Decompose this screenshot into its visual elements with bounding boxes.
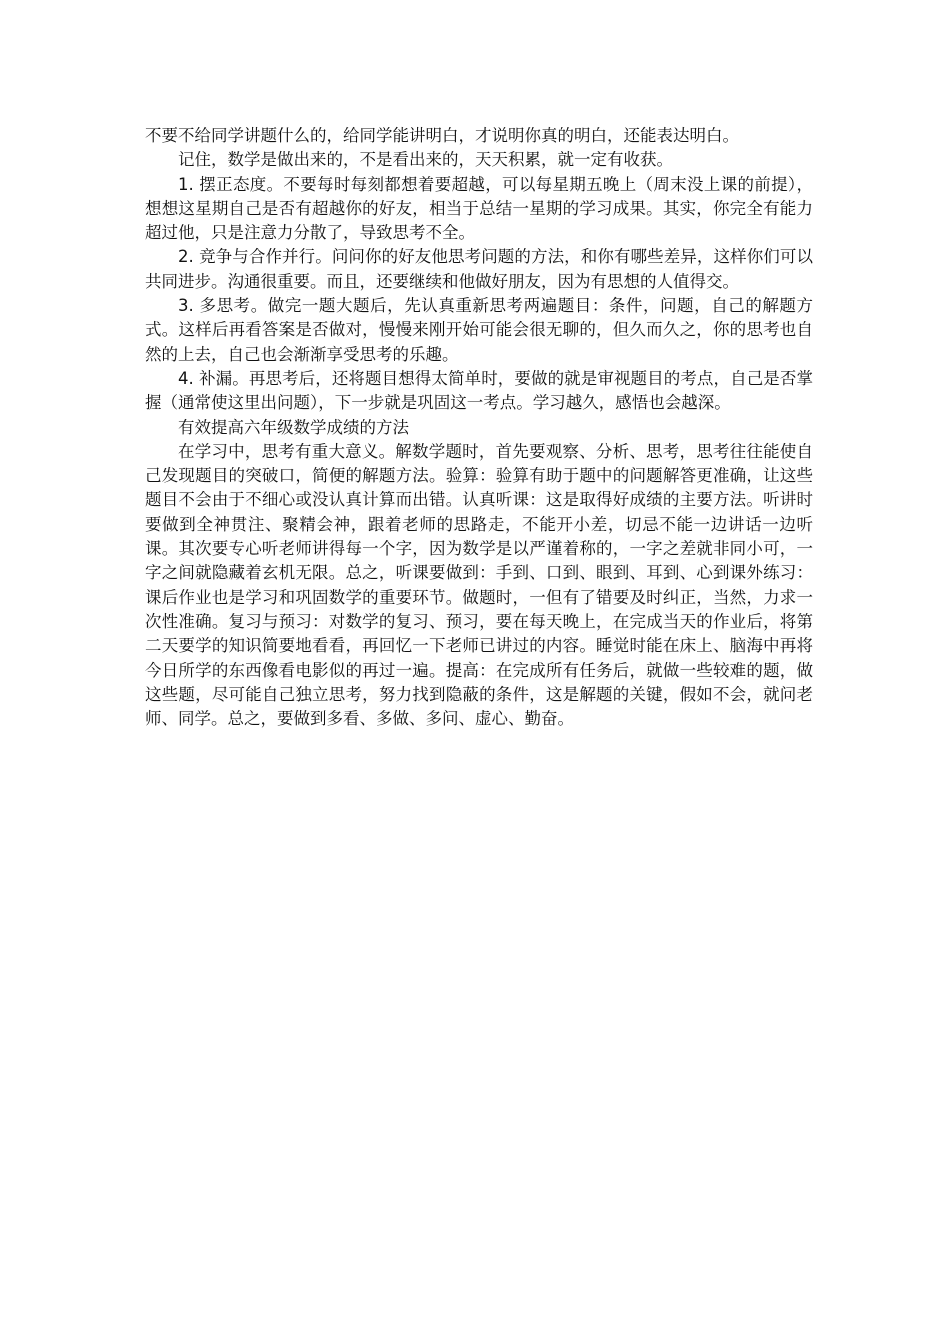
paragraph-body: 在学习中，思考有重大意义。解数学题时，首先要观察、分析、思考，思考往往能使自己发现题目的突破口，简便的解题方法。验算：验算有助于题中的问题解答更准确，让这些题目不会由于不细心或没认真计算而出错。认真听课：这是取得好成绩的主要方法。听讲时要做到全神贯注、聚精会神，跟着老师的思路走，不能开小差，切忌不能一边讲话一边听课。其次要专心听老师讲得每一个字，因为数学是以严谨着称的，一字之差就非同小可，一字之间就隐藏着玄机无限。总之，听课要做到：手到、口到、眼到、耳到、心到课外练习：课后作业也是学习和巩固数学的重要环节。做题时，一但有了错要及时纠正，当然，力求一次性准确。复习与预习：对数学的复习、预习，要在每天晚上，在完成当天的作业后，将第二天要学的知识简要地看看，再回忆一下老师已讲过的内容。睡觉时能在床上、脑海中再将今日所学的东西像看电影似的再过一遍。提高：在完成所有任务后，就做一些较难的题，做这些题，尽可能自己独立思考，努力找到隐蔽的条件，这是解题的关键，假如不会，就问老师、同学。总之，要做到多看、多做、多问、虚心、勤奋。 (145, 441, 813, 729)
document-content (145, 124, 813, 731)
paragraph-tip-2: 2. 竞争与合作并行。问问你的好友他思考问题的方法，和你有哪些差异，这样你们可以共同进步。沟通很重要。而且，还要继续和他做好朋友，因为有思想的人值得交。 (145, 247, 813, 291)
paragraph-tip-1: 1. 摆正态度。不要每时每刻都想着要超越，可以每星期五晚上（周末没上课的前提），想想这星期自己是否有超越你的好友，相当于总结一星期的学习成果。其实，你完全有能力超过他，只是注意力分散了，导致思考不全。 (145, 174, 813, 243)
paragraph-remember: 记住，数学是做出来的，不是看出来的，天天积累，就一定有收获。 (178, 150, 673, 170)
section-heading: 有效提高六年级数学成绩的方法 (178, 417, 409, 437)
paragraph-tip-3: 3. 多思考。做完一题大题后，先认真重新思考两遍题目：条件，问题，自己的解题方式。这样后再看答案是否做对，慢慢来刚开始可能会很无聊的，但久而久之，你的思考也自然的上去，自己也会渐渐享受思考的乐趣。 (145, 296, 813, 364)
paragraph-intro: 不要不给同学讲题什么的，给同学能讲明白，才说明你真的明白，还能表达明白。 (145, 126, 739, 145)
paragraph-tip-4: 4. 补漏。再思考后，还将题目想得太简单时，要做的就是审视题目的考点，自己是否掌握（通常使这里出问题），下一步就是巩固这一考点。学习越久，感悟也会越深。 (145, 368, 813, 413)
